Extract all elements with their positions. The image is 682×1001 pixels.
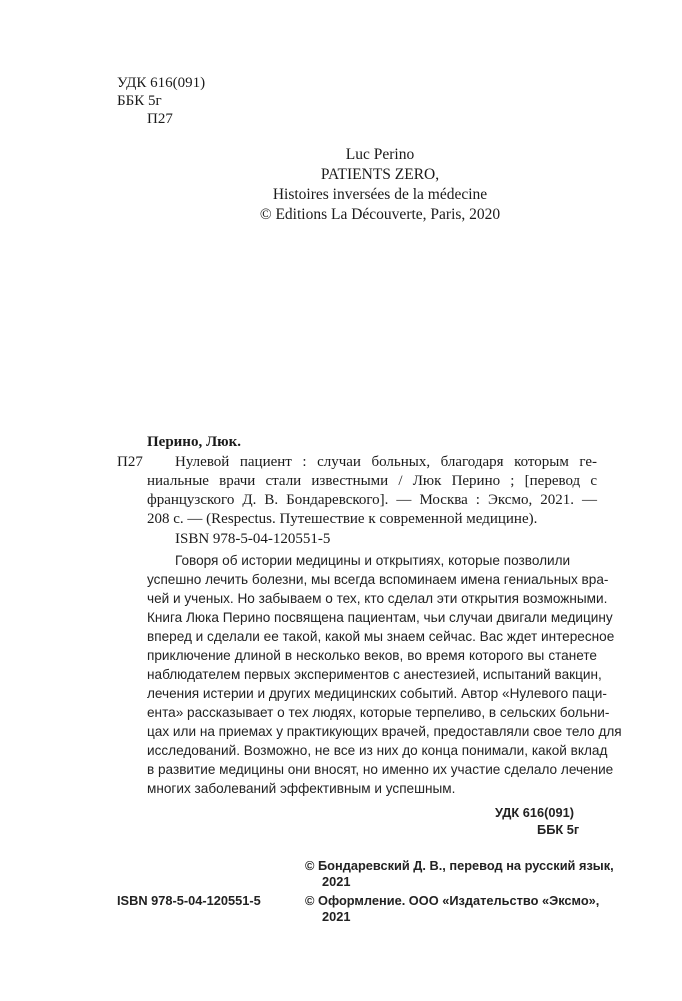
copyright-design-year: 2021 bbox=[322, 909, 351, 924]
original-edition-block bbox=[200, 145, 560, 225]
bbk-code: ББК 5г bbox=[117, 93, 162, 109]
annotation-line: приключение длиной в несколько веков, во время которого вы станете bbox=[147, 648, 597, 663]
footer-isbn: ISBN 978-5-04-120551-5 bbox=[117, 893, 261, 908]
annotation-line: многих заболеваний эффективным и успешным. bbox=[147, 781, 456, 796]
annotation-line: вперед и сделали ее такой, какой мы знаем сейчас. Вас ждет интересное bbox=[147, 629, 615, 644]
author-sign: П27 bbox=[147, 111, 173, 127]
bib-isbn: ISBN 978-5-04-120551-5 bbox=[175, 531, 331, 547]
original-copyright: © Editions La Découverte, Paris, 2020 bbox=[259, 206, 501, 223]
copyright-design: © Оформление. ООО «Издательство «Эксмо», bbox=[305, 893, 600, 908]
annotation-line: Книга Люка Перино посвящена пациентам, чьи случаи двигали медицину bbox=[147, 610, 613, 625]
bib-line-1: Нулевой пациент : случаи больных, благодаря которым ге- bbox=[175, 454, 597, 470]
annotation-line: исследований. Возможно, не все из них до конца понимали, какой вклад bbox=[147, 743, 608, 758]
annotation bbox=[147, 551, 622, 798]
annotation-line: ента» рассказывает о тех людях, которые терпеливо, в сельских больни- bbox=[147, 705, 610, 720]
annotation-line: чей и ученых. Но забываем о тех, кто сделал эти открытия возможными. bbox=[147, 591, 608, 606]
bib-line-2: ниальные врачи стали известными / Люк Перино ; [перевод с bbox=[147, 473, 597, 489]
original-author: Luc Perino bbox=[345, 146, 415, 163]
annotation-line: наблюдателем первых экспериментов с анестезией, испытаний вакцин, bbox=[147, 667, 602, 682]
bib-line-4: 208 с. — (Respectus. Путешествие к современной медицине). bbox=[147, 511, 538, 527]
copyright-translation-year: 2021 bbox=[322, 874, 351, 889]
annotation-line: успешно лечить болезни, мы всегда вспоминаем имена гениальных вра- bbox=[147, 572, 609, 587]
index-udk: УДК 616(091) bbox=[495, 805, 575, 820]
bib-heading: Перино, Люк. bbox=[147, 434, 241, 450]
index-bbk: ББК 5г bbox=[537, 822, 580, 837]
annotation-line: лечения истерии и других медицинских событий. Автор «Нулевого паци- bbox=[147, 686, 607, 701]
annotation-line: в развитие медицины они вносят, но именно их участие сделало лечение bbox=[147, 762, 614, 777]
udk-code: УДК 616(091) bbox=[117, 75, 206, 91]
bib-line-3: французского Д. В. Бондаревского]. — Москва : Эксмо, 2021. — bbox=[147, 492, 597, 508]
annotation-line: Говоря об истории медицины и открытиях, которые позволили bbox=[175, 553, 571, 568]
original-subtitle: Histoires inversées de la médecine bbox=[272, 186, 488, 203]
original-title: PATIENTS ZERO, bbox=[320, 166, 440, 183]
copyright-translation: © Бондаревский Д. В., перевод на русский язык, bbox=[305, 858, 614, 873]
bib-sign: П27 bbox=[117, 454, 143, 470]
annotation-line: цах или на приемах у практикующих врачей, предоставляли свое тело для bbox=[147, 724, 622, 739]
